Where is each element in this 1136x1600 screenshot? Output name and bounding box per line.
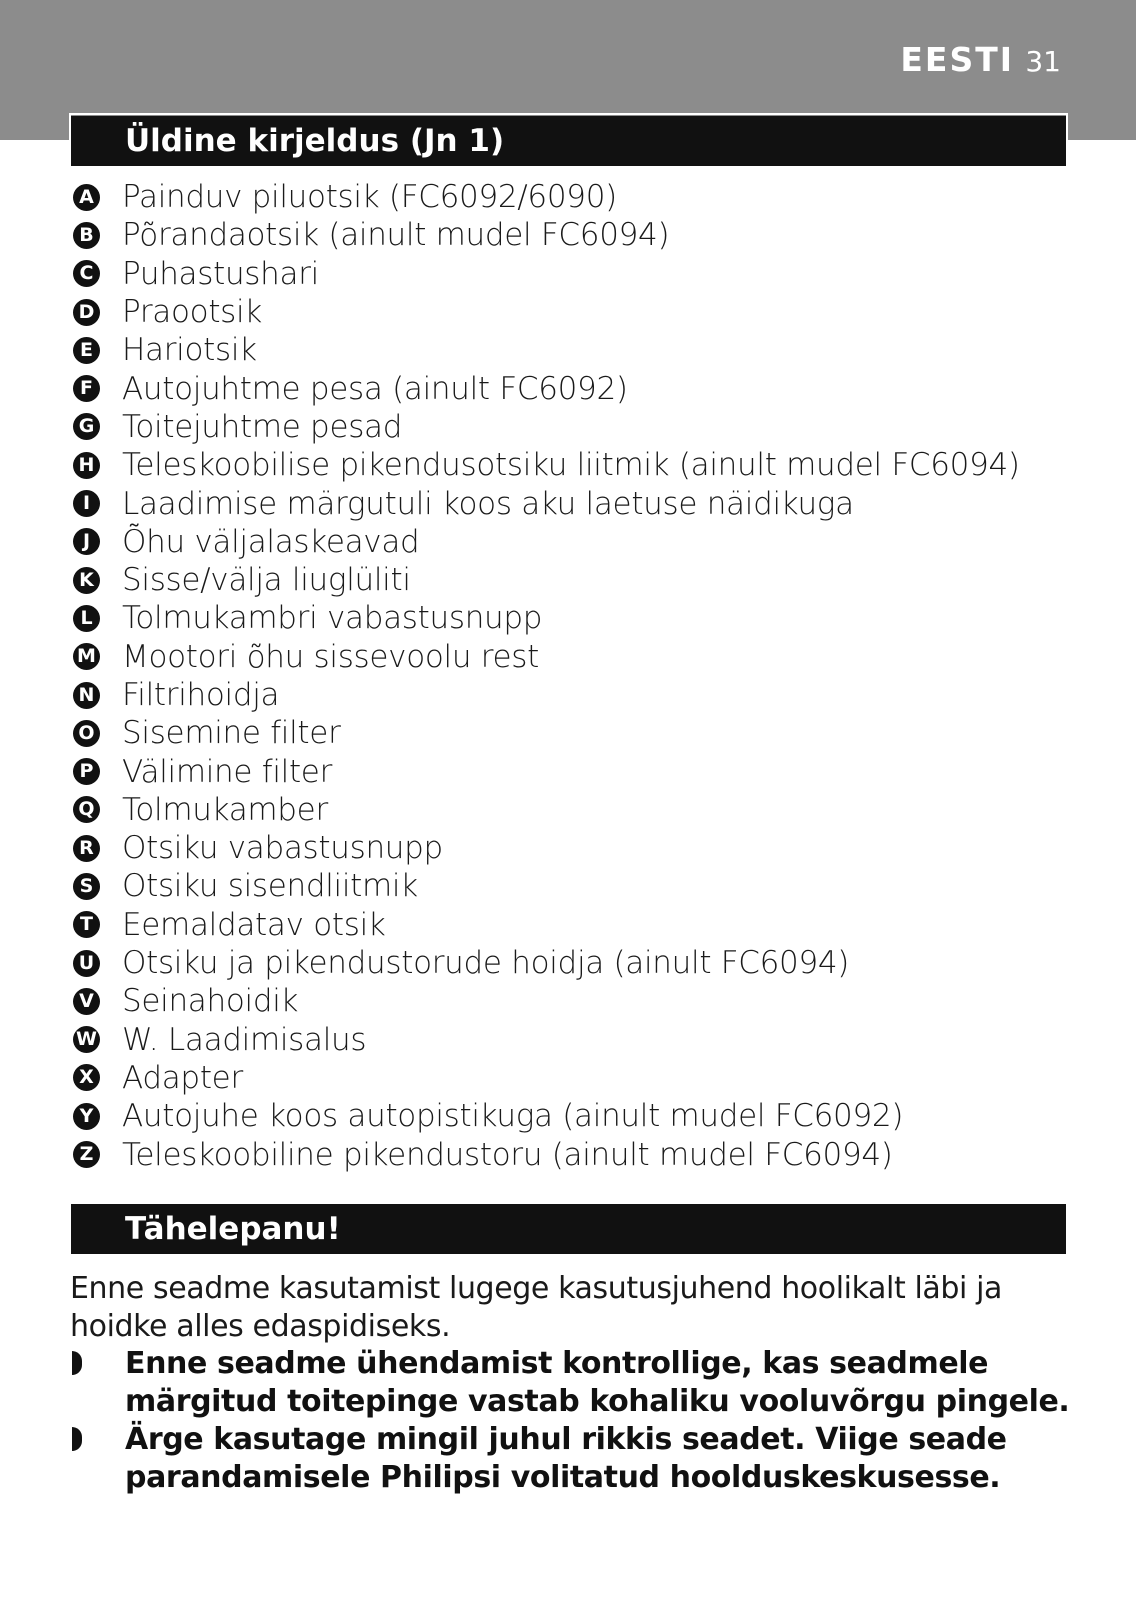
part-label: Puhastushari bbox=[122, 255, 319, 292]
letter-badge: I bbox=[73, 490, 100, 517]
letter-badge: G bbox=[73, 413, 100, 440]
part-label: Seinahoidik bbox=[122, 983, 299, 1020]
letter-badge: V bbox=[73, 988, 100, 1015]
part-label: Sisse/välja liuglüliti bbox=[122, 562, 411, 599]
letter-badge: U bbox=[73, 950, 100, 977]
letter-badge: O bbox=[73, 720, 100, 747]
part-label: Toitejuhtme pesad bbox=[122, 408, 403, 445]
part-label: Põrandaotsik (ainult mudel FC6094) bbox=[122, 217, 670, 254]
part-label: Välimine filter bbox=[122, 753, 333, 790]
list-item bbox=[73, 906, 1020, 944]
language-label: EESTI bbox=[900, 40, 1014, 79]
letter-badge: J bbox=[73, 528, 100, 555]
part-label: Hariotsik bbox=[122, 332, 257, 369]
list-item bbox=[73, 676, 1020, 714]
letter-badge: D bbox=[73, 299, 100, 326]
list-item bbox=[73, 1059, 1020, 1097]
part-label: Õhu väljalaskeavad bbox=[122, 523, 420, 560]
bullet-icon bbox=[72, 1427, 82, 1451]
bullet-icon bbox=[72, 1351, 82, 1375]
parts-list bbox=[73, 178, 1020, 1174]
letter-badge: C bbox=[73, 260, 100, 287]
letter-badge: Y bbox=[73, 1103, 100, 1130]
part-label: W. Laadimisalus bbox=[122, 1021, 367, 1058]
part-label: Praootsik bbox=[122, 294, 262, 331]
warning-item bbox=[70, 1421, 1070, 1497]
part-label: Teleskoobiline pikendustoru (ainult mudel FC6094) bbox=[122, 1136, 893, 1173]
part-label: Teleskoobilise pikendusotsiku liitmik (ainult mudel FC6094) bbox=[122, 447, 1020, 484]
list-item bbox=[73, 1135, 1020, 1173]
list-item bbox=[73, 408, 1020, 446]
list-item bbox=[73, 599, 1020, 637]
list-item bbox=[73, 714, 1020, 752]
letter-badge: E bbox=[73, 337, 100, 364]
letter-badge: X bbox=[73, 1064, 100, 1091]
part-label: Otsiku vabastusnupp bbox=[122, 830, 443, 867]
list-item bbox=[73, 1097, 1020, 1135]
letter-badge: S bbox=[73, 873, 100, 900]
part-label: Tolmukamber bbox=[122, 791, 328, 828]
list-item bbox=[73, 561, 1020, 599]
part-label: Eemaldatav otsik bbox=[122, 906, 386, 943]
letter-badge: N bbox=[73, 682, 100, 709]
list-item bbox=[73, 829, 1020, 867]
list-item bbox=[73, 752, 1020, 790]
list-item bbox=[73, 791, 1020, 829]
list-item bbox=[73, 369, 1020, 407]
part-label: Sisemine filter bbox=[122, 715, 341, 752]
section-title-attention: Tähelepanu! bbox=[71, 1204, 1066, 1254]
warnings-list bbox=[70, 1345, 1070, 1497]
part-label: Painduv piluotsik (FC6092/6090) bbox=[122, 179, 617, 216]
list-item bbox=[73, 293, 1020, 331]
letter-badge: B bbox=[73, 222, 100, 249]
letter-badge: M bbox=[73, 643, 100, 670]
list-item bbox=[73, 484, 1020, 522]
part-label: Laadimise märgutuli koos aku laetuse näidikuga bbox=[122, 485, 854, 522]
list-item bbox=[73, 255, 1020, 293]
letter-badge: R bbox=[73, 835, 100, 862]
list-item bbox=[73, 638, 1020, 676]
intro-paragraph: Enne seadme kasutamist lugege kasutusjuhend hoolikalt läbi ja hoidke alles edaspidiseks. bbox=[70, 1271, 1002, 1344]
list-item bbox=[73, 216, 1020, 254]
letter-badge: H bbox=[73, 452, 100, 479]
list-item bbox=[73, 944, 1020, 982]
list-item bbox=[73, 523, 1020, 561]
part-label: Filtrihoidja bbox=[122, 677, 280, 713]
list-item bbox=[73, 331, 1020, 369]
list-item bbox=[73, 1021, 1020, 1059]
letter-badge: Q bbox=[73, 796, 100, 823]
warning-item bbox=[70, 1345, 1070, 1421]
letter-badge: A bbox=[73, 184, 100, 211]
list-item bbox=[73, 867, 1020, 905]
warning-text: Ärge kasutage mingil juhul rikkis seadet. Viige seade parandamisele Philipsi volitatud hoolduskeskusesse. bbox=[125, 1422, 1007, 1495]
letter-badge: Z bbox=[73, 1141, 100, 1168]
letter-badge: P bbox=[73, 758, 100, 785]
warning-text: Enne seadme ühendamist kontrollige, kas seadmele märgitud toitepinge vastab kohaliku vooluvõrgu pingele. bbox=[125, 1346, 1070, 1419]
part-label: Autojuhe koos autopistikuga (ainult mudel FC6092) bbox=[122, 1098, 904, 1135]
part-label: Mootori õhu sissevoolu rest bbox=[122, 638, 539, 675]
part-label: Otsiku sisendliitmik bbox=[122, 868, 418, 905]
page-number: 31 bbox=[1025, 45, 1061, 78]
list-item bbox=[73, 446, 1020, 484]
section-title-general-description: Üldine kirjeldus (Jn 1) bbox=[71, 116, 1066, 166]
letter-badge: W bbox=[73, 1026, 100, 1053]
letter-badge: K bbox=[73, 567, 100, 594]
part-label: Otsiku ja pikendustorude hoidja (ainult FC6094) bbox=[122, 945, 850, 982]
letter-badge: T bbox=[73, 911, 100, 938]
letter-badge: L bbox=[73, 605, 100, 632]
part-label: Tolmukambri vabastusnupp bbox=[122, 600, 543, 637]
part-label: Autojuhtme pesa (ainult FC6092) bbox=[122, 370, 628, 407]
part-label: Adapter bbox=[122, 1059, 243, 1096]
list-item bbox=[73, 982, 1020, 1020]
letter-badge: F bbox=[73, 375, 100, 402]
list-item bbox=[73, 178, 1020, 216]
